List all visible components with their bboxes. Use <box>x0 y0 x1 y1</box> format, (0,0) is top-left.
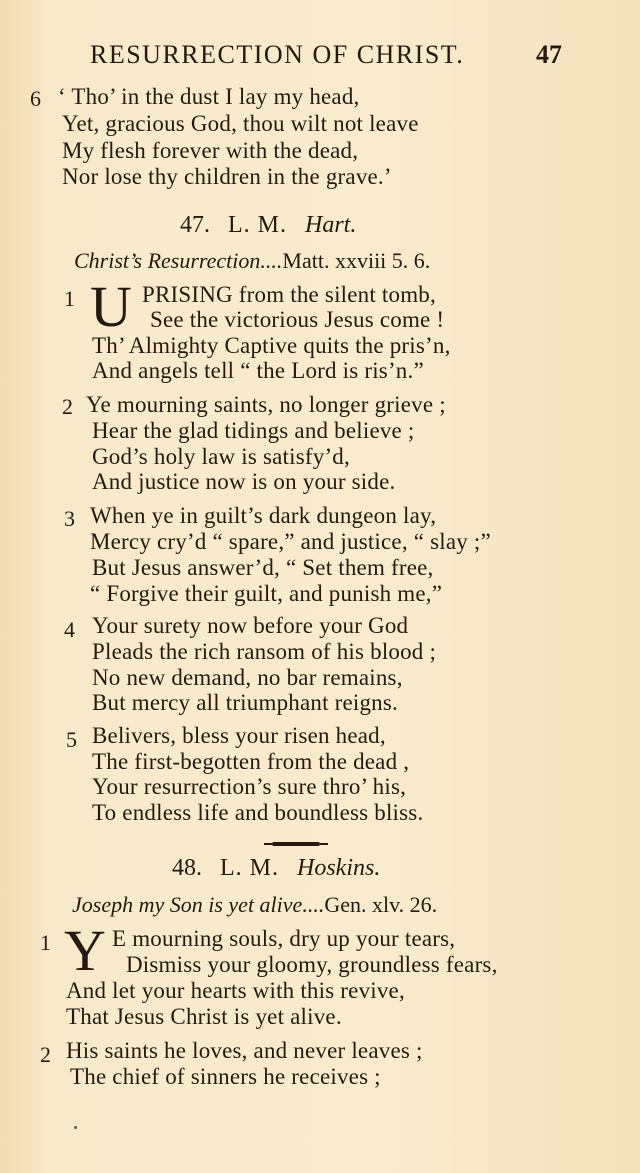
verse-line: Hear the glad tidings and believe ; <box>92 418 415 443</box>
verse-line: When ye in guilt’s dark dungeon lay, <box>90 503 437 528</box>
verse-line: No new demand, no bar remains, <box>92 665 403 690</box>
hymn-number: 48. <box>172 855 202 881</box>
verse-number: 1 <box>64 286 75 311</box>
hymn-meter: L. M. <box>228 212 287 238</box>
scripture-reference: Gen. xlv. 26. <box>324 892 438 917</box>
verse-number: 5 <box>66 727 77 752</box>
hymn-meter: L. M. <box>220 855 279 881</box>
verse-number: 6 <box>30 86 41 111</box>
hymn-subtitle-theme: Joseph my Son is yet alive.... <box>72 892 325 917</box>
page-number: 47 <box>536 40 562 69</box>
drop-cap: U <box>90 274 132 339</box>
hymn-number: 47. <box>180 212 210 238</box>
verse-number: 2 <box>62 394 73 419</box>
verse-line: ‘ Tho’ in the dust I lay my head, <box>58 84 360 109</box>
verse-line: PRISING from the silent tomb, <box>142 282 436 307</box>
section-divider <box>272 842 320 846</box>
verse-line: The first-begotten from the dead , <box>92 749 410 774</box>
verse-number: 3 <box>64 506 75 531</box>
verse-line: The chief of sinners he receives ; <box>70 1064 381 1089</box>
verse-line: And justice now is on your side. <box>92 469 396 494</box>
verse-line: Nor lose thy children in the grave.’ <box>62 164 392 189</box>
verse-line: “ Forgive their guilt, and punish me,” <box>90 581 443 606</box>
hymn-subtitle-theme: Christ’s Resurrection.... <box>74 248 283 273</box>
verse-line: Th’ Almighty Captive quits the pris’n, <box>92 333 451 358</box>
hymn-subtitle <box>72 892 437 918</box>
scripture-reference: Matt. xxviii 5. 6. <box>282 248 431 273</box>
verse-line: See the victorious Jesus come ! <box>150 307 445 332</box>
drop-cap: Y <box>64 918 106 983</box>
hymn-subtitle <box>74 248 430 274</box>
verse-line: Mercy cry’d “ spare,” and justice, “ slay ;” <box>90 529 491 554</box>
hymn-author: Hart. <box>305 212 357 238</box>
verse-line: E mourning souls, dry up your tears, <box>112 926 456 951</box>
verse-line: Pleads the rich ransom of his blood ; <box>92 639 437 664</box>
hymn-heading <box>172 855 380 882</box>
verse-line: But Jesus answer’d, “ Set them free, <box>92 555 434 580</box>
verse-line: Belivers, bless your risen head, <box>92 723 386 748</box>
verse-line: Ye mourning saints, no longer grieve ; <box>86 392 446 417</box>
verse-line: My flesh forever with the dead, <box>62 138 359 163</box>
verse-number: 2 <box>40 1042 51 1067</box>
verse-line: Dismiss your gloomy, groundless fears, <box>126 952 498 977</box>
running-header-title: RESURRECTION OF CHRIST. <box>90 40 465 69</box>
verse-line: To endless life and boundless bliss. <box>92 800 424 825</box>
verse-number: 1 <box>40 930 51 955</box>
verse-line: But mercy all triumphant reigns. <box>92 690 398 715</box>
ink-speck <box>74 1126 77 1129</box>
hymn-author: Hoskins. <box>297 855 381 881</box>
verse-line: Yet, gracious God, thou wilt not leave <box>62 111 419 136</box>
verse-line: Your resurrection’s sure thro’ his, <box>92 774 407 799</box>
verse-line: Your surety now before your God <box>92 613 409 638</box>
verse-line: And let your hearts with this revive, <box>66 978 405 1003</box>
hymn-heading <box>180 212 356 239</box>
verse-line: His saints he loves, and never leaves ; <box>66 1038 423 1063</box>
verse-line: God’s holy law is satisfy’d, <box>92 444 350 469</box>
verse-line: And angels tell “ the Lord is ris’n.” <box>92 358 424 383</box>
verse-line: That Jesus Christ is yet alive. <box>66 1004 342 1029</box>
verse-number: 4 <box>64 617 75 642</box>
